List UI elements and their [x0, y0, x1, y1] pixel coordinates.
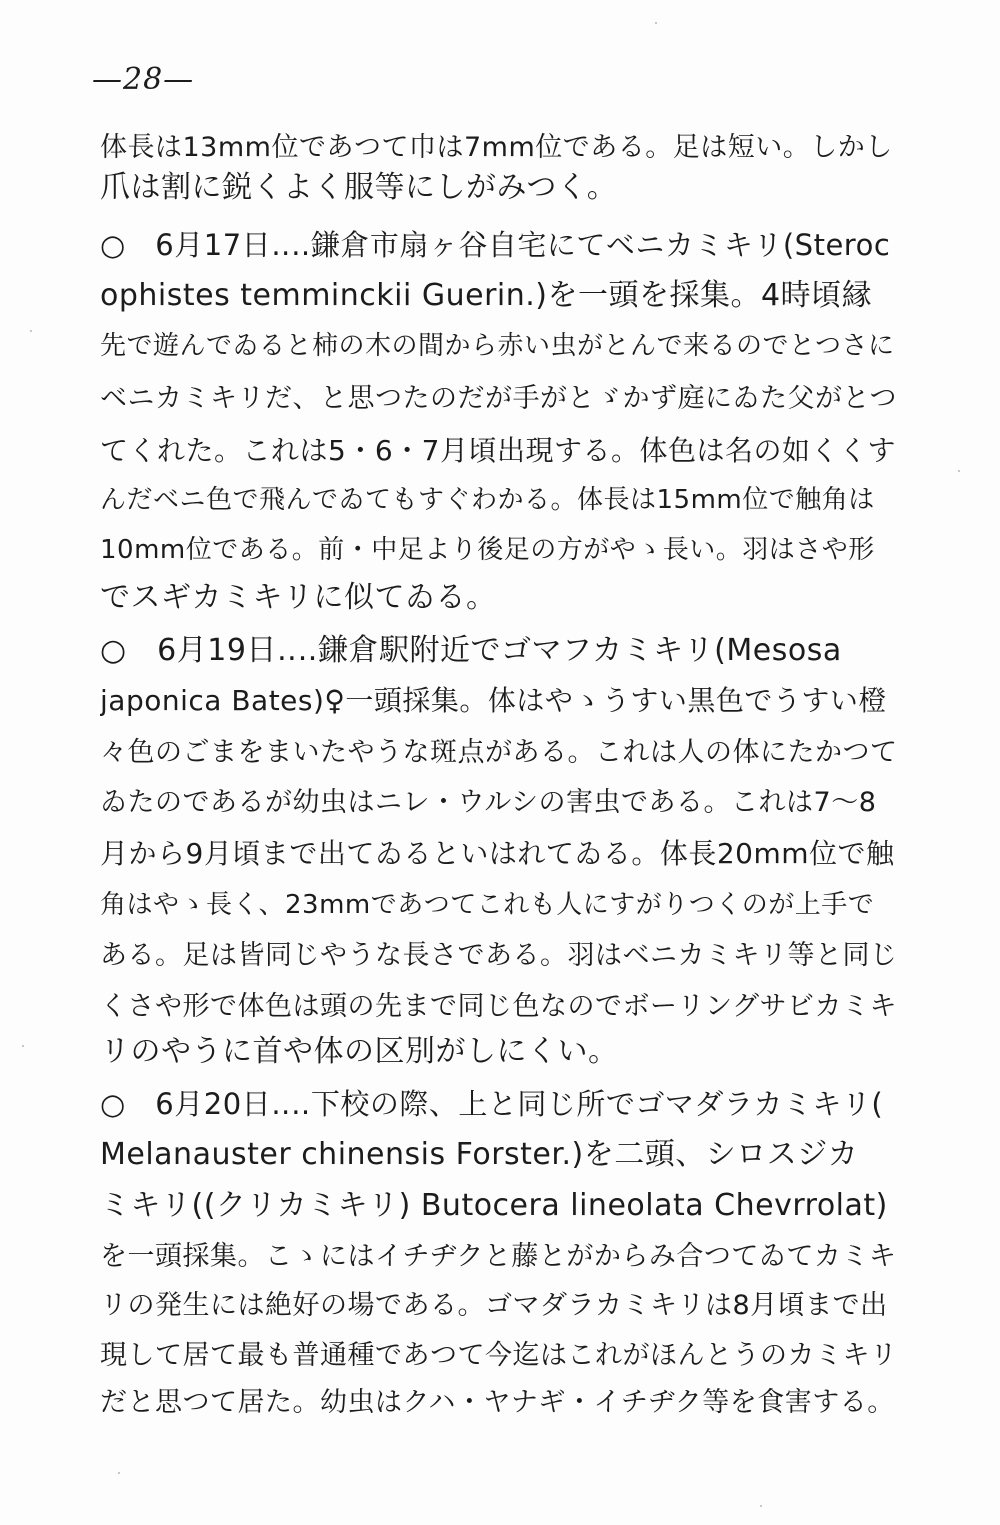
- text-line: 爪は割に鋭くよく服等にしがみつく。: [100, 170, 618, 205]
- text-line: 体長は13mm位であつて巾は7mm位である。足は短い。しかし: [100, 132, 893, 163]
- text-line: ある。足は皆同じやうな長さである。羽はベニカミキリ等と同じ: [100, 940, 898, 971]
- text-line: 角はやゝ長く、23mmであつてこれも人にすがりつくのが上手で: [100, 890, 875, 920]
- text-line: ophistes temminckii Guerin.)を一頭を採集。4時頃縁: [100, 278, 873, 313]
- text-line: リの発生には絶好の場である。ゴマダラカミキリは8月頃まで出: [100, 1290, 888, 1321]
- text-line: ○ 6月17日‥‥鎌倉市扇ヶ谷自宅にてベニカミキリ(Steroc: [100, 228, 891, 262]
- text-line: 月から9月頃まで出てゐるといはれてゐる。体長20mm位で触: [100, 837, 895, 870]
- text-line: 10mm位である。前・中足より後足の方がやゝ長い。羽はさや形: [100, 535, 875, 565]
- text-line: ○ 6月19日‥‥鎌倉駅附近でゴマフカミキリ(Mesosa: [100, 633, 842, 668]
- text-line: ミキリ((クリカミキリ) Butocera lineolata Chevrrolat): [100, 1188, 888, 1223]
- text-line: んだベニ色で飛んでゐてもすぐわかる。体長は15mm位で触角は: [100, 485, 875, 515]
- text-line: ○ 6月20日‥‥下校の際、上と同じ所でゴマダラカミキリ(: [100, 1087, 884, 1121]
- text-line: てくれた。これは5・6・7月頃出現する。体色は名の如くくす: [100, 434, 896, 467]
- text-line: リのやうに首や体の区別がしにくい。: [100, 1034, 619, 1069]
- text-line: を一頭採集。こゝにはイチヂクと藤とがからみ合つてゐてカミキ: [100, 1241, 897, 1272]
- text-line: 現して居て最も普通種であつて今迄はこれがほんとうのカミキリ: [100, 1340, 898, 1371]
- text-line: くさや形で体色は頭の先まで同じ色なのでボーリングサビカミキ: [100, 991, 897, 1022]
- text-line: 先で遊んでゐると柿の木の間から赤い虫がとんで来るのでとつさに: [100, 331, 895, 361]
- text-line: Melanauster chinensis Forster.)を二頭、シロスジカ: [100, 1137, 859, 1172]
- page-number: —28—: [92, 62, 195, 97]
- text-line: だと思つて居た。幼虫はクハ・ヤナギ・イチヂク等を食害する。: [100, 1387, 895, 1418]
- text-line: ベニカミキリだ、と思つたのだが手がとゞかず庭にゐた父がとつ: [100, 383, 897, 414]
- text-line: ゐたのであるが幼虫はニレ・ウルシの害虫である。これは7～8: [100, 787, 877, 818]
- text-line: 々色のごまをまいたやうな斑点がある。これは人の体にたかつて: [100, 737, 898, 768]
- text-line: japonica Bates)♀一頭採集。体はやゝうすい黒色でうすい橙: [100, 684, 887, 717]
- text-line: でスギカミキリに似てゐる。: [100, 580, 497, 615]
